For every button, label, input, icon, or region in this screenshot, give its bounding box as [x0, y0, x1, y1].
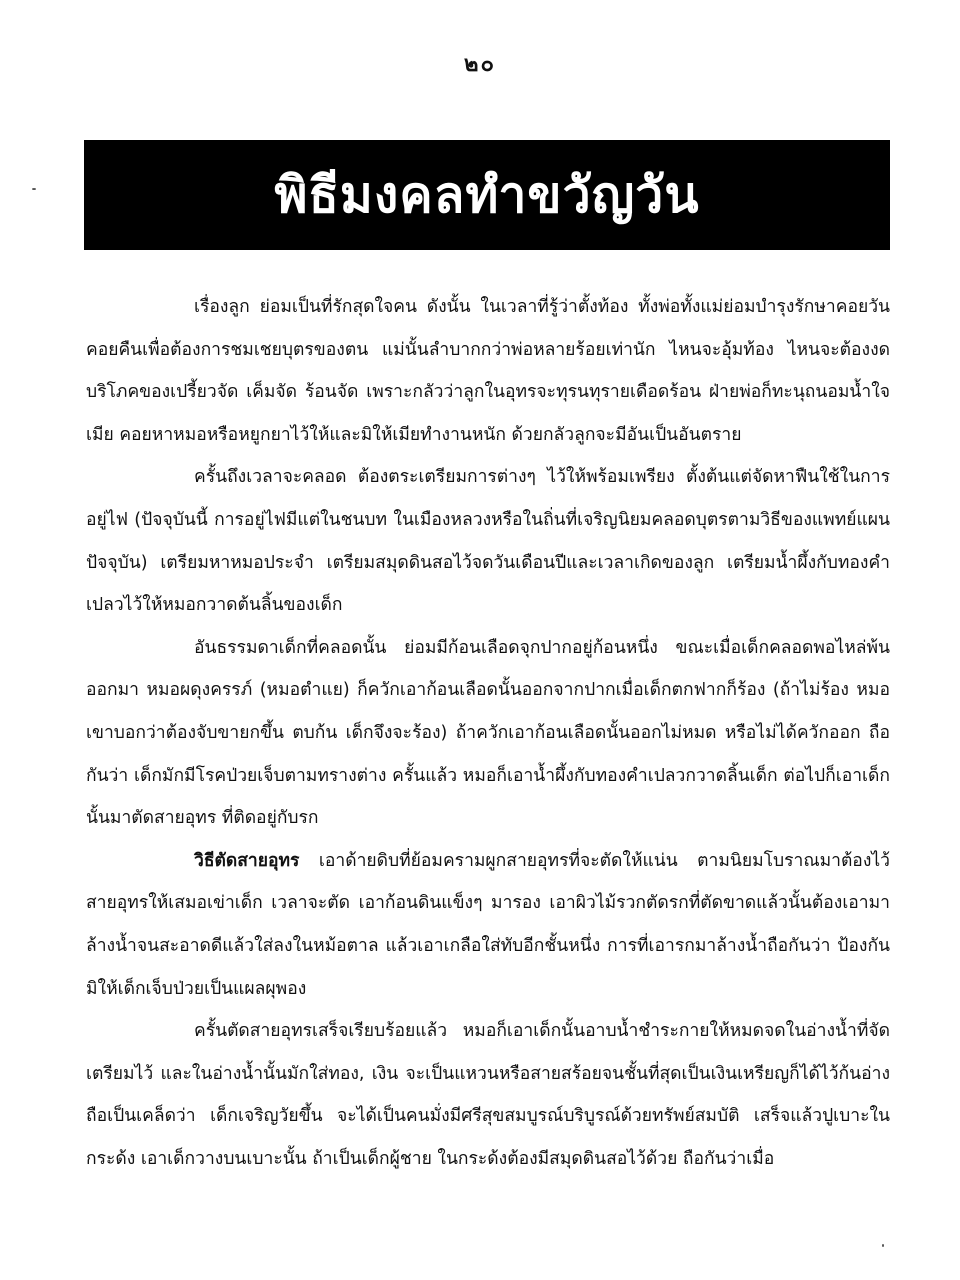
paragraph [86, 840, 890, 1010]
paragraph-lead-heading: วิธีตัดสายอุทร [194, 850, 300, 871]
paragraph [86, 1010, 890, 1180]
paragraph [86, 286, 890, 456]
page-title: พิธีมงคลทำขวัญวัน [274, 165, 700, 224]
paragraph [86, 456, 890, 626]
paragraph-text: เอาด้ายดิบที่ย้อมครามผูกสายอุทรที่จะตัดให้แน่น ตามนิยมโบราณมาต้องไว้สายอุทรให้เสมอเข่าเด็ก เวลาจะตัด เอาก้อนดินแข็งๆ มารอง เอาผิวไม้รวกตัดรกที่ตัดขาดแล้วนั้นต้องเอามาล้างน้ำจนสะอาดดีแล้วใส่ลงในหม้อตาล แล้วเอาเกลือใส่ทับอีกชั้นหนึ่ง การที่เอารกมาล้างน้ำถือกันว่า ป้องกันมิให้เด็กเจ็บป่วยเป็นแผลผุพอง [86, 850, 890, 999]
title-banner [84, 140, 890, 250]
paragraph-text: ครั้นตัดสายอุทรเสร็จเรียบร้อยแล้ว หมอก็เอาเด็กนั้นอาบน้ำชำระกายให้หมดจดในอ่างน้ำที่จัดเตรียมไว้ และในอ่างน้ำนั้นมักใส่ทอง, เงิน จะเป็นแหวนหรือสายสร้อยจนชั้นที่สุดเป็นเงินเหรียญก็ได้ไว้ก้นอ่าง ถือเป็นเคล็ดว่า เด็กเจริญวัยขึ้น จะได้เป็นคนมั่งมีศรีสุขสมบูรณ์บริบูรณ์ด้วยทรัพย์สมบัติ เสร็จแล้วปูเบาะในกระด้ง เอาเด็กวางบนเบาะนั้น ถ้าเป็นเด็กผู้ชาย ในกระด้งต้องมีสมุดดินสอไว้ด้วย ถือกันว่าเมื่อ [86, 1021, 890, 1169]
scan-speck [882, 1244, 884, 1247]
paragraph-text: อันธรรมดาเด็กที่คลอดนั้น ย่อมมีก้อนเลือดจุกปากอยู่ก้อนหนึ่ง ขณะเมื่อเด็กคลอดพอไหล่พ้นออกมา หมอผดุงครรภ์ (หมอตำแย) ก็ควักเอาก้อนเลือดนั้นออกจากปากเมื่อเด็กตกฟากก็ร้อง (ถ้าไม่ร้อง หมอเขาบอกว่าต้องจับขายกขึ้น ตบก้น เด็กจึงจะร้อง) ถ้าควักเอาก้อนเลือดนั้นออกไม่หมด หรือไม่ได้ควักออก ถือกันว่า เด็กมักมีโรคป่วยเจ็บตามทรางต่าง ครั้นแล้ว หมอก็เอาน้ำผึ้งกับทองคำเปลวกวาดลิ้นเด็ก ต่อไปก็เอาเด็กนั้นมาตัดสายอุทร ที่ติดอยู่กับรก [86, 637, 890, 829]
paragraph [86, 627, 890, 840]
paragraph-text: ครั้นถึงเวลาจะคลอด ต้องตระเตรียมการต่างๆ ไว้ให้พร้อมเพรียง ตั้งต้นแต่จัดหาฟืนใช้ในการอยู่ไฟ (ปัจจุบันนี้ การอยู่ไฟมีแต่ในชนบท ในเมืองหลวงหรือในถิ่นที่เจริญนิยมคลอดบุตรตามวิธีของแพทย์แผนปัจจุบัน) เตรียมหาหมอประจำ เตรียมสมุดดินสอไว้จดวันเดือนปีและเวลาเกิดของลูก เตรียมน้ำผึ้งกับทองคำเปลวไว้ให้หมอกวาดต้นลิ้นของเด็ก [86, 467, 890, 616]
scan-speck [32, 188, 36, 190]
page-number: ๒๐ [464, 52, 496, 77]
body-text [86, 286, 890, 1180]
paragraph-text: เรื่องลูก ย่อมเป็นที่รักสุดใจคน ดังนั้น ในเวลาที่รู้ว่าตั้งท้อง ทั้งพ่อทั้งแม่ย่อมบำรุงรักษาคอยวันคอยคืนเพื่อต้องการชมเชยบุตรของตน แม่นั้นลำบากกว่าพ่อหลายร้อยเท่านัก ไหนจะอุ้มท้อง ไหนจะต้องงดบริโภคของเปรี้ยวจัด เค็มจัด ร้อนจัด เพราะกลัวว่าลูกในอุทรจะทุรนทุรายเดือดร้อน ฝ่ายพ่อก็ทะนุถนอมน้ำใจเมีย คอยหาหมอหรือหยูกยาไว้ให้และมิให้เมียทำงานหนัก ด้วยกลัวลูกจะมีอันเป็นอันตราย [86, 297, 890, 445]
